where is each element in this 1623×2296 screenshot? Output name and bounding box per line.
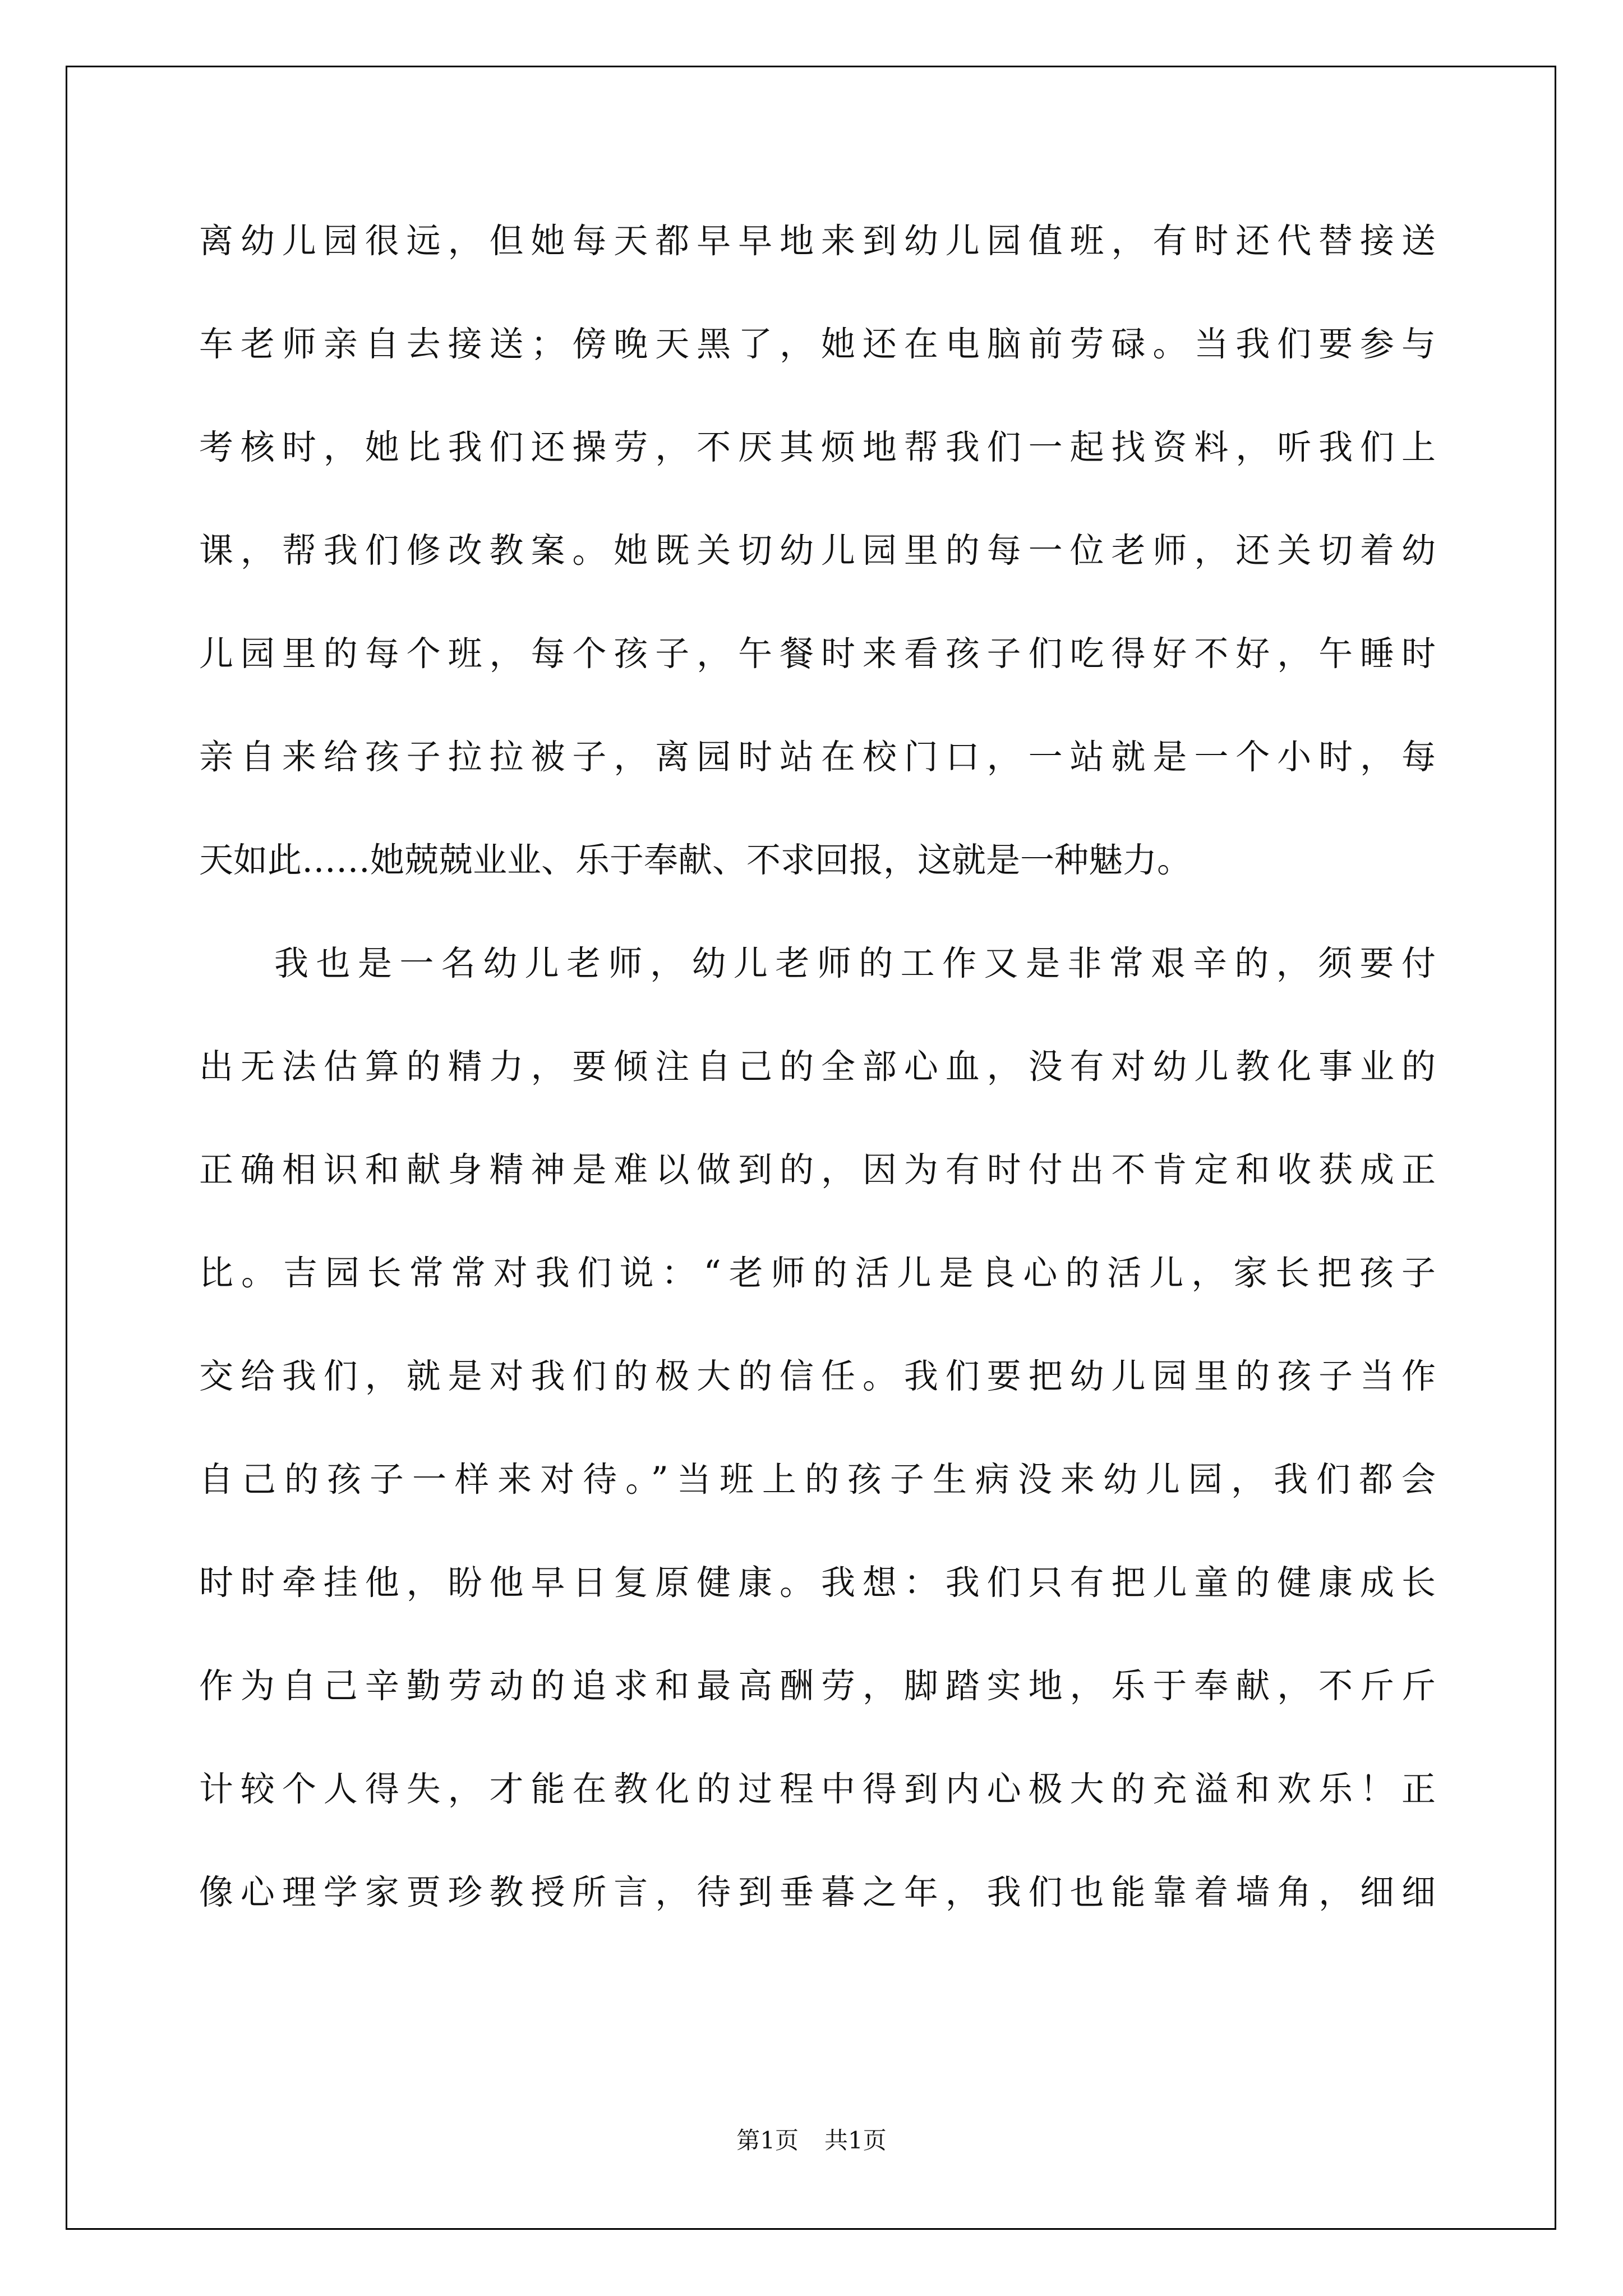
text-line-8: 我也是一名幼儿老师，幼儿老师的工作又是非常艰辛的，须要付	[274, 944, 1436, 983]
text-line-16: 计较个人得失，才能在教化的过程中得到内心极大的充溢和欢乐！正	[199, 1769, 1436, 1809]
text-line-14: 时时牵挂他，盼他早日复原健康。我想：我们只有把儿童的健康成长	[199, 1563, 1436, 1603]
text-line-5: 儿园里的每个班，每个孩子，午餐时来看孩子们吃得好不好，午睡时	[199, 634, 1436, 674]
page-total: 共1页	[824, 2127, 887, 2154]
document-body	[199, 190, 1436, 1944]
text-line-9: 出无法估算的精力，要倾注自己的全部心血，没有对幼儿教化事业的	[199, 1047, 1436, 1087]
text-line-4: 课，帮我们修改教案。她既关切幼儿园里的每一位老师，还关切着幼	[199, 531, 1436, 570]
text-line-12: 交给我们，就是对我们的极大的信任。我们要把幼儿园里的孩子当作	[199, 1356, 1436, 1396]
text-line-10: 正确相识和献身精神是难以做到的，因为有时付出不肯定和收获成正	[199, 1150, 1436, 1190]
text-line-11: 比。吉园长常常对我们说：“老师的活儿是良心的活儿，家长把孩子	[199, 1253, 1436, 1293]
text-line-15: 作为自己辛勤劳动的追求和最高酬劳，脚踏实地，乐于奉献，不斤斤	[199, 1666, 1436, 1706]
text-line-7: 天如此……她兢兢业业、乐于奉献、不求回报，这就是一种魅力。	[199, 840, 1192, 880]
text-line-3: 考核时，她比我们还操劳，不厌其烦地帮我们一起找资料，听我们上	[199, 427, 1436, 467]
text-line-1: 离幼儿园很远，但她每天都早早地来到幼儿园值班，有时还代替接送	[199, 221, 1436, 261]
page-number: 第1页	[736, 2127, 799, 2154]
text-line-17: 像心理学家贾珍教授所言，待到垂暮之年，我们也能靠着墙角，细细	[199, 1872, 1436, 1912]
text-line-13: 自己的孩子一样来对待。”当班上的孩子生病没来幼儿园，我们都会	[199, 1460, 1436, 1499]
page-footer	[0, 2125, 1623, 2156]
text-line-6: 亲自来给孩子拉拉被子，离园时站在校门口，一站就是一个小时，每	[199, 737, 1436, 777]
text-line-2: 车老师亲自去接送；傍晚天黑了，她还在电脑前劳碌。当我们要参与	[199, 324, 1436, 364]
